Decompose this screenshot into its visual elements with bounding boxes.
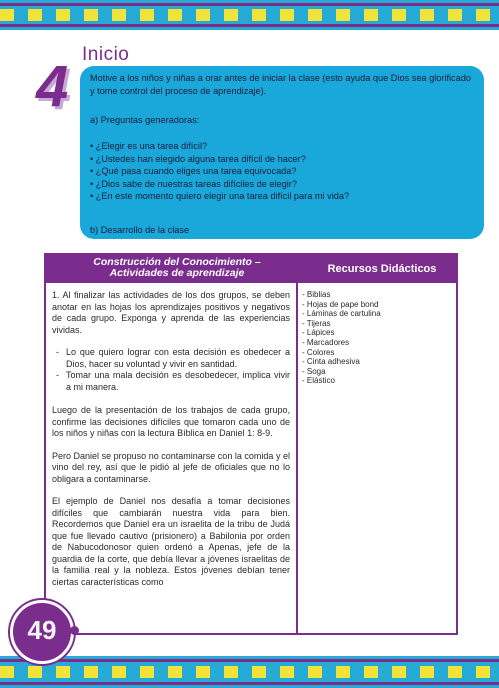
bottom-border-line — [0, 682, 499, 685]
reflection-text: Lo que quiero lograr con esta decisión es obedecer a Dios, hacer su voluntad y vivir en santidad. — [66, 347, 290, 369]
resources-column — [302, 290, 452, 386]
resource-item: - Lápices — [302, 328, 335, 338]
question-item: • ¿Dios sabe de nuestras tareas difíciles de elegir? — [90, 178, 297, 189]
reflection-text: Tomar una mala decisión es desobedecer, implica vivir a mi manera. — [66, 370, 290, 392]
bottom-decorative-border — [0, 656, 499, 688]
question-list — [90, 140, 349, 203]
reflection-item — [56, 347, 290, 370]
section-number: 4 — [36, 54, 69, 119]
activity-paragraph: 1. Al finalizar las actividades de los dos grupos, se deben anotar en las hojas los aprendizajes positivos y negativos de cada grupo. Exponga y aprenda de las experiencias vividas. — [52, 290, 290, 335]
bottom-border-line — [0, 659, 499, 662]
generating-questions-heading: a) Preguntas generadoras: — [90, 115, 200, 125]
question-item: • ¿En este momento quiero elegir una tarea difícil para mi vida? — [90, 191, 350, 201]
activity-paragraph: Pero Daniel se propuso no contaminarse con la comida y el vino del rey, así que le pidió al jefe de oficiales que no lo obligara a contaminarse. — [52, 450, 290, 484]
section-title: Inicio — [82, 44, 130, 65]
question-item: • ¿Qué pasa cuando eliges una tarea equivocada? — [90, 166, 297, 176]
page-number: 49 — [27, 615, 57, 645]
activity-paragraph: Luego de la presentación de los trabajos de cada grupo, confirme las decisiones difíciles que tomaron cada uno de los niños y niñas con la lectura Bíblica en Daniel 1: 8-9. — [52, 405, 290, 438]
table-header-resources: Recursos Didácticos — [327, 263, 437, 275]
class-development-heading: b) Desarrollo de la clase — [90, 225, 190, 235]
question-item: • ¿Ustedes han elegido alguna tarea difícil de hacer? — [90, 153, 306, 164]
reflection-item — [56, 370, 290, 393]
table-header-activities — [46, 257, 308, 279]
activities-column — [52, 290, 290, 599]
resources-list — [302, 290, 452, 386]
bottom-border-squares — [0, 666, 499, 678]
intro-paragraph: Motive a los niños y niñas a orar antes de iniciar la clase (esto ayuda que Dios sea glorificado y tome control del proceso de aprendizaje). — [90, 73, 471, 96]
resource-item: - Hojas de pape bond — [302, 299, 379, 309]
dash-bullet: - — [56, 370, 59, 380]
header-activities-line: Construcción del Conocimiento – — [93, 256, 261, 268]
resource-item: - Tijeras — [302, 318, 331, 328]
dash-bullet: - — [56, 347, 59, 357]
top-decorative-border — [0, 0, 499, 30]
resource-item: - Soga — [302, 366, 326, 376]
resource-item: - Marcadores — [302, 337, 350, 347]
top-border-line — [0, 24, 499, 27]
table-header — [46, 255, 456, 283]
column-divider — [296, 283, 298, 633]
resource-item: - Elástico — [302, 376, 335, 386]
page-number-badge — [10, 600, 74, 664]
header-activities-line: Actividades de aprendizaje — [109, 267, 245, 279]
decorative-dot — [70, 626, 79, 635]
activity-paragraph: El ejemplo de Daniel nos desafía a tomar decisiones difíciles que cambiarán nuestra vida para bien. Recordemos que Daniel era un israelita de la tribu de Judá que fue llevado cautivo (prisionero) a Babilonia por orden de Nabucodonosor quien ordenó a Apenas, jefe de la guardia de la corte, que debía llevar a jóvenes israelitas de la familia real y la nobleza. Estos jóvenes debían tener ciertas características como — [52, 496, 290, 587]
resource-item: - Biblias — [302, 290, 331, 299]
question-item: • ¿Elegir es una tarea difícil? — [90, 141, 208, 151]
top-border-line — [0, 3, 499, 6]
resource-item: - Cinta adhesiva — [302, 357, 360, 367]
intro-box — [80, 66, 484, 239]
resource-item: - Colores — [302, 347, 335, 357]
top-border-squares — [0, 9, 499, 21]
resource-item: - Láminas de cartulina — [302, 309, 381, 319]
activities-table — [44, 253, 458, 635]
reflection-list — [52, 347, 290, 393]
